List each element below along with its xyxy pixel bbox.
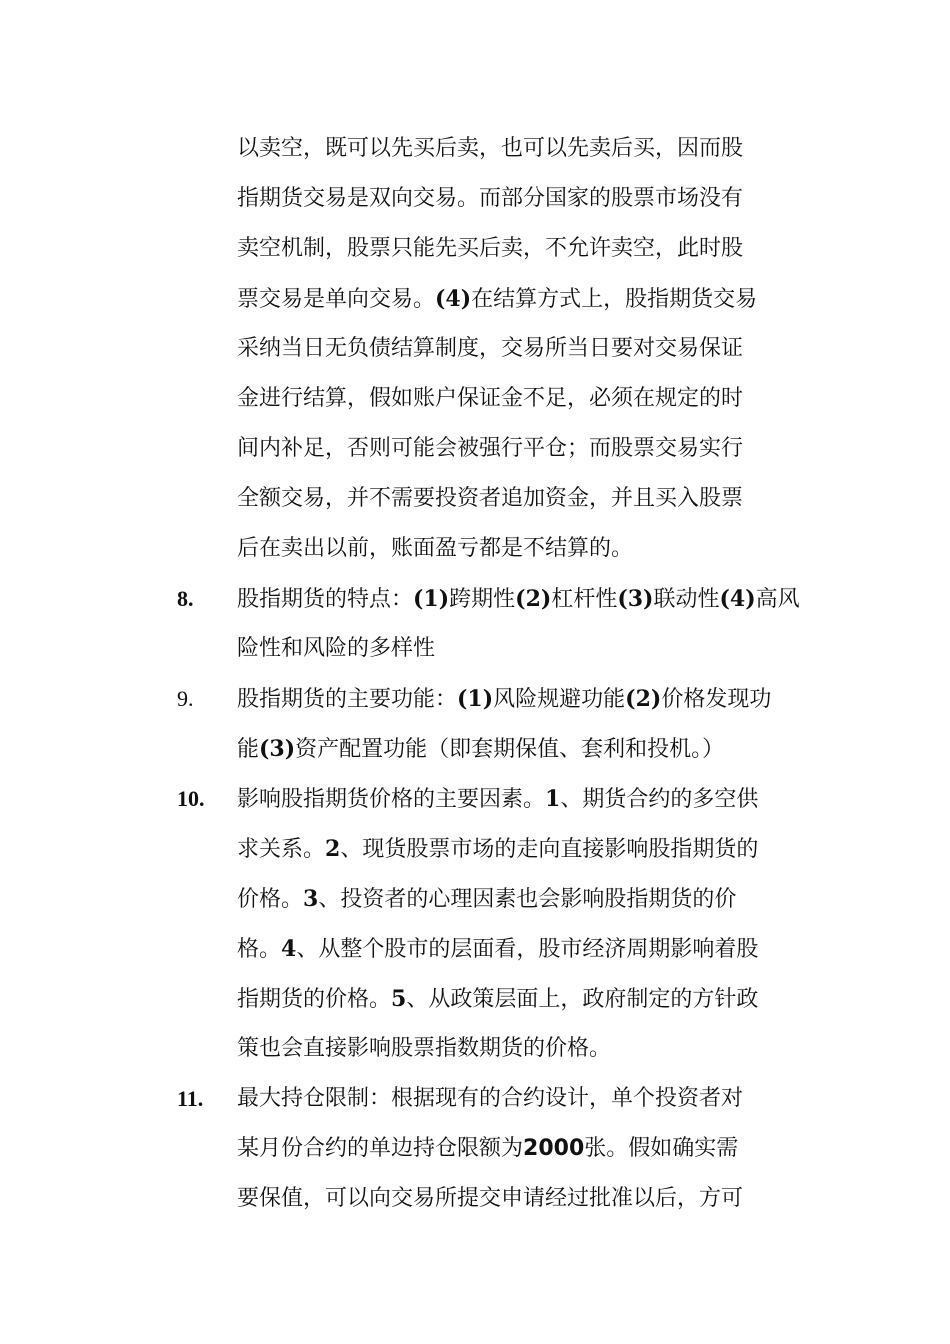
marker-bold: 5 [391,986,407,1012]
paragraph-line: 以卖空，既可以先买后卖，也可以先卖后买，因而股 [237,136,744,161]
text-span: 、现货股票市场的走向直接影响股指期货的 [340,837,759,862]
list-item-line: 险性和风险的多样性 [237,636,436,661]
text-span: 跨期性 [449,587,516,612]
text-span: 格。 [237,937,282,962]
text-span: 、期货合约的多空供 [560,787,759,812]
paragraph-line: 后在卖出以前，账面盈亏都是不结算的。 [237,536,634,561]
paragraph-line: 全额交易，并不需要投资者追加资金，并且买入股票 [237,486,744,511]
text-span: 、投资者的心理因素也会影响股指期货的价 [318,887,737,912]
text-span: 指期货的价格。 [237,987,392,1012]
paragraph-line [237,284,817,314]
marker-bold: (3) [259,736,296,762]
marker-bold: (2) [625,686,662,712]
paragraph-line: 采纳当日无负债结算制度，交易所当日要对交易保证 [237,336,744,361]
list-item-line: 要保值，可以向交易所提交申请经过批准以后，方可 [237,1186,744,1211]
list-item-line [237,834,817,864]
text-span: 股指期货的主要功能： [237,687,458,712]
marker-bold: (4) [719,586,756,612]
marker-bold: (3) [617,586,654,612]
text-span: 风险规避功能 [493,687,626,712]
list-number: 9. [177,686,194,711]
text-span: 能 [237,737,260,762]
list-item-line [237,784,817,814]
text-span: 、从政策层面上，政府制定的方针政 [406,987,759,1012]
list-number: 10. [177,786,205,811]
text-span: 杠杆性 [551,587,618,612]
list-item-line: 最大持仓限制：根据现有的合约设计，单个投资者对 [237,1086,744,1111]
list-item-line [237,934,817,964]
text-span: 在结算方式上，股指期货交易 [471,287,758,312]
marker-bold: (4) [435,286,472,312]
quantity-bold: 2000 [523,1136,585,1161]
text-span: 联动性 [653,587,720,612]
text-span: 某月份合约的单边持仓限额为 [237,1136,524,1161]
text-span: 价格发现功 [661,687,772,712]
text-span: 影响股指期货价格的主要因素。 [237,787,546,812]
paragraph-line: 金进行结算，假如账户保证金不足，必须在规定的时 [237,386,744,411]
list-item-line [237,884,817,914]
text-span: 、从整个股市的层面看，股市经济周期影响着股 [296,937,759,962]
list-number: 8. [177,586,194,611]
list-item-line [237,684,817,714]
paragraph-line: 卖空机制，股票只能先买后卖，不允许卖空，此时股 [237,236,744,261]
list-item-line [237,1134,817,1164]
text-span: 高风 [755,587,800,612]
list-item-line: 策也会直接影响股票指数期货的价格。 [237,1036,612,1061]
list-number: 11. [177,1086,204,1111]
list-item-line [237,584,817,614]
marker-bold: 3 [303,886,319,912]
text-span: 票交易是单向交易。 [237,287,436,312]
text-span: 股指期货的特点： [237,587,414,612]
marker-bold: (2) [515,586,552,612]
marker-bold: 4 [281,936,297,962]
text-span: 张。假如确实需 [584,1136,739,1161]
marker-bold: (1) [413,586,450,612]
marker-bold: 1 [545,786,561,812]
paragraph-line: 间内补足，否则可能会被强行平仓；而股票交易实行 [237,436,744,461]
marker-bold: 2 [325,836,341,862]
list-item-line [237,984,817,1014]
text-span: 资产配置功能（即套期保值、套利和投机。） [295,737,725,762]
list-item-line [237,734,817,764]
paragraph-line: 指期货交易是双向交易。而部分国家的股票市场没有 [237,186,744,211]
marker-bold: (1) [457,686,494,712]
text-span: 价格。 [237,887,304,912]
text-span: 求关系。 [237,837,326,862]
